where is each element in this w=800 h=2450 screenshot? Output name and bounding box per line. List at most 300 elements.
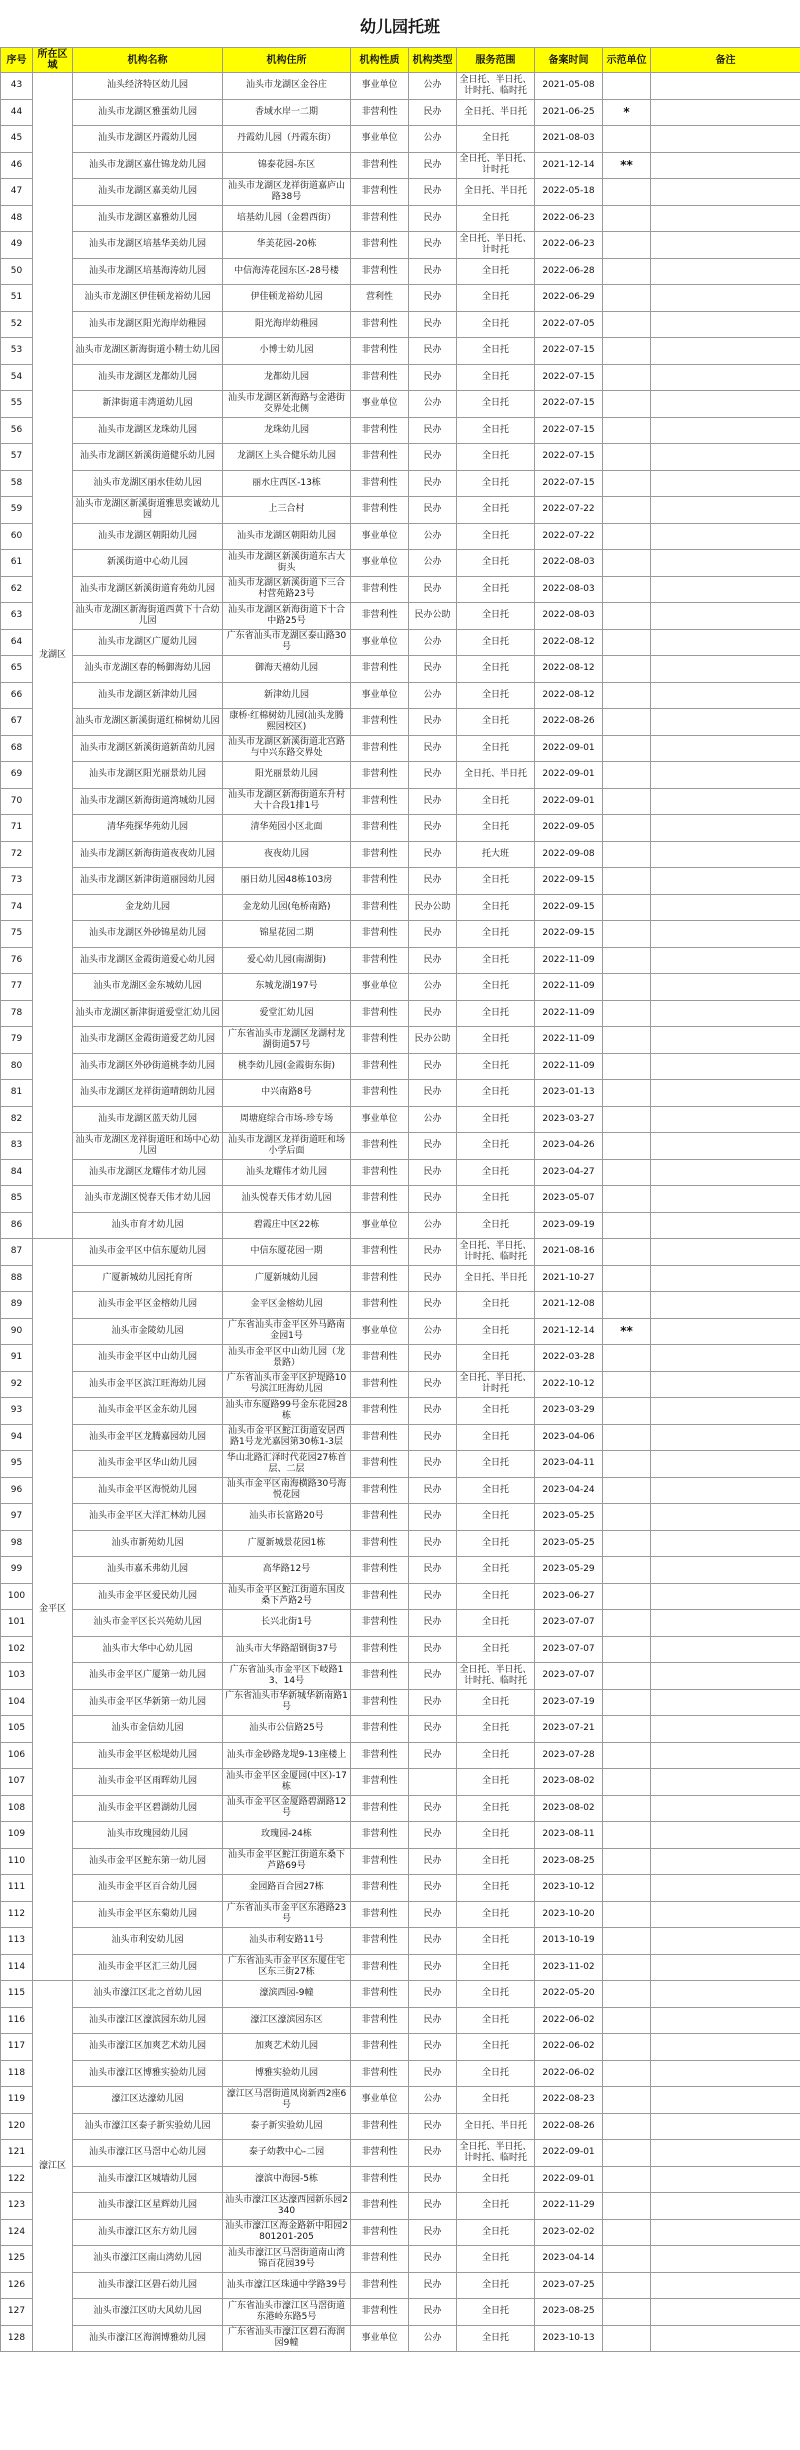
column-header: 机构名称 <box>73 48 223 73</box>
org-nature-cell: 事业单位 <box>351 682 409 709</box>
filing-date-cell: 2013-10-19 <box>535 1928 603 1955</box>
org-address-cell: 泰子新实验幼儿园 <box>223 2113 351 2140</box>
service-scope-cell: 全日托 <box>457 1848 535 1875</box>
org-name-cell: 汕头市龙湖区新津幼儿园 <box>73 682 223 709</box>
remark-cell <box>651 285 800 312</box>
org-address-cell: 汕头市龙湖区金谷庄 <box>223 73 351 100</box>
org-nature-cell: 非营利性 <box>351 2272 409 2299</box>
org-address-cell: 龙都幼儿园 <box>223 364 351 391</box>
table-row <box>1 152 800 179</box>
filing-date-cell: 2022-11-09 <box>535 974 603 1001</box>
filing-date-cell: 2022-07-15 <box>535 444 603 471</box>
table-row <box>1 576 800 603</box>
row-number-cell: 57 <box>1 444 33 471</box>
page-title: 幼儿园托班 <box>359 17 440 36</box>
demo-unit-cell <box>603 1080 651 1107</box>
service-scope-cell: 全日托 <box>457 868 535 895</box>
org-name-cell: 汕头市大华中心幼儿园 <box>73 1636 223 1663</box>
org-nature-cell: 非营利性 <box>351 1663 409 1690</box>
org-name-cell: 清华苑探华苑幼儿园 <box>73 815 223 842</box>
demo-unit-cell <box>603 735 651 762</box>
org-nature-cell: 事业单位 <box>351 974 409 1001</box>
row-number-cell: 99 <box>1 1557 33 1584</box>
service-scope-cell: 全日托 <box>457 1583 535 1610</box>
org-type-cell: 民办 <box>409 1186 457 1213</box>
demo-unit-cell <box>603 974 651 1001</box>
remark-cell <box>651 1689 800 1716</box>
org-name-cell: 汕头市金平区中信东厦幼儿园 <box>73 1239 223 1266</box>
org-type-cell: 民办 <box>409 1424 457 1451</box>
filing-date-cell: 2022-07-22 <box>535 523 603 550</box>
filing-date-cell: 2022-09-01 <box>535 788 603 815</box>
org-name-cell: 汕头市金平区长兴苑幼儿园 <box>73 1610 223 1637</box>
org-nature-cell: 非营利性 <box>351 1292 409 1319</box>
org-address-cell: 汕头市金平区金厦路碧湖路12号 <box>223 1795 351 1822</box>
row-number-cell: 124 <box>1 2219 33 2246</box>
column-header: 备注 <box>651 48 800 73</box>
service-scope-cell: 全日托、半日托、计时托、临时托 <box>457 1663 535 1690</box>
org-type-cell: 民办 <box>409 2113 457 2140</box>
org-address-cell: 广东省汕头市华新城华新南路1号 <box>223 1689 351 1716</box>
demo-unit-cell <box>603 1610 651 1637</box>
org-type-cell: 民办 <box>409 2060 457 2087</box>
org-name-cell: 汕头市龙湖区春的畅御海幼儿园 <box>73 656 223 683</box>
service-scope-cell: 全日托、半日托、计时托 <box>457 232 535 259</box>
demo-unit-cell: ** <box>603 1318 651 1345</box>
service-scope-cell: 全日托 <box>457 1901 535 1928</box>
org-type-cell: 民办 <box>409 576 457 603</box>
row-number-cell: 68 <box>1 735 33 762</box>
demo-unit-cell <box>603 1398 651 1425</box>
org-nature-cell: 非营利性 <box>351 1530 409 1557</box>
org-nature-cell: 非营利性 <box>351 1901 409 1928</box>
service-scope-cell: 全日托 <box>457 2007 535 2034</box>
row-number-cell: 78 <box>1 1000 33 1027</box>
table-row <box>1 2299 800 2326</box>
org-address-cell: 汕头市濠江区马滘街道南山湾锦百花园39号 <box>223 2246 351 2273</box>
org-nature-cell: 非营利性 <box>351 1504 409 1531</box>
filing-date-cell: 2021-12-14 <box>535 152 603 179</box>
service-scope-cell: 全日托 <box>457 1769 535 1796</box>
org-address-cell: 汕头市大华路韶钢街37号 <box>223 1636 351 1663</box>
table-row <box>1 1292 800 1319</box>
service-scope-cell: 全日托 <box>457 2272 535 2299</box>
service-scope-cell: 全日托、半日托、计时托、临时托 <box>457 1239 535 1266</box>
org-address-cell: 广东省汕头市金平区外马路南金园1号 <box>223 1318 351 1345</box>
org-nature-cell: 非营利性 <box>351 2299 409 2326</box>
table-row <box>1 73 800 100</box>
row-number-cell: 47 <box>1 179 33 206</box>
filing-date-cell: 2022-09-01 <box>535 2166 603 2193</box>
row-number-cell: 95 <box>1 1451 33 1478</box>
org-address-cell: 中兴南路8号 <box>223 1080 351 1107</box>
remark-cell <box>651 841 800 868</box>
filing-date-cell: 2023-02-02 <box>535 2219 603 2246</box>
org-nature-cell: 非营利性 <box>351 1398 409 1425</box>
demo-unit-cell <box>603 788 651 815</box>
demo-unit-cell <box>603 629 651 656</box>
org-nature-cell: 非营利性 <box>351 1053 409 1080</box>
org-name-cell: 汕头市龙湖区培基海涛幼儿园 <box>73 258 223 285</box>
remark-cell <box>651 1557 800 1584</box>
remark-cell <box>651 258 800 285</box>
org-name-cell: 汕头市龙湖区嘉雅幼儿园 <box>73 205 223 232</box>
org-type-cell: 民办 <box>409 1689 457 1716</box>
filing-date-cell: 2023-07-19 <box>535 1689 603 1716</box>
service-scope-cell: 全日托 <box>457 417 535 444</box>
org-type-cell: 民办 <box>409 735 457 762</box>
org-address-cell: 香域水岸一二期 <box>223 99 351 126</box>
remark-cell <box>651 1186 800 1213</box>
org-address-cell: 广东省汕头市龙湖区龙湖村龙湖街道57号 <box>223 1027 351 1054</box>
org-nature-cell: 事业单位 <box>351 1106 409 1133</box>
row-number-cell: 76 <box>1 947 33 974</box>
org-nature-cell: 非营利性 <box>351 1583 409 1610</box>
column-header: 备案时间 <box>535 48 603 73</box>
org-type-cell: 民办 <box>409 2219 457 2246</box>
row-number-cell: 73 <box>1 868 33 895</box>
org-address-cell: 桃李幼儿园(金霞街东街) <box>223 1053 351 1080</box>
service-scope-cell: 全日托、半日托、计时托 <box>457 1371 535 1398</box>
org-type-cell: 民办 <box>409 1981 457 2008</box>
demo-unit-cell <box>603 576 651 603</box>
demo-unit-cell <box>603 2325 651 2352</box>
service-scope-cell: 全日托、半日托 <box>457 1265 535 1292</box>
org-name-cell: 汕头市育才幼儿园 <box>73 1212 223 1239</box>
org-nature-cell: 非营利性 <box>351 311 409 338</box>
demo-unit-cell: ** <box>603 152 651 179</box>
org-type-cell: 民办 <box>409 1610 457 1637</box>
demo-unit-cell <box>603 2272 651 2299</box>
table-row <box>1 1530 800 1557</box>
row-number-cell: 115 <box>1 1981 33 2008</box>
row-number-cell: 98 <box>1 1530 33 1557</box>
service-scope-cell: 全日托 <box>457 1000 535 1027</box>
row-number-cell: 55 <box>1 391 33 418</box>
org-name-cell: 汕头市利安幼儿园 <box>73 1928 223 1955</box>
org-address-cell: 汕头市金平区南海横路30号海悦花园 <box>223 1477 351 1504</box>
row-number-cell: 90 <box>1 1318 33 1345</box>
filing-date-cell: 2023-07-07 <box>535 1636 603 1663</box>
filing-date-cell: 2022-09-15 <box>535 921 603 948</box>
org-nature-cell: 非营利性 <box>351 2113 409 2140</box>
table-row <box>1 497 800 524</box>
org-nature-cell: 非营利性 <box>351 921 409 948</box>
org-address-cell: 汕头市金砂路龙堤9-13座楼上 <box>223 1742 351 1769</box>
service-scope-cell: 全日托 <box>457 1875 535 1902</box>
org-name-cell: 汕头市金平区华新第一幼儿园 <box>73 1689 223 1716</box>
table-row <box>1 1848 800 1875</box>
demo-unit-cell <box>603 682 651 709</box>
org-name-cell: 汕头市龙湖区悦春天伟才幼儿园 <box>73 1186 223 1213</box>
org-nature-cell: 非营利性 <box>351 1795 409 1822</box>
filing-date-cell: 2022-05-20 <box>535 1981 603 2008</box>
table-row <box>1 1583 800 1610</box>
remark-cell <box>651 603 800 630</box>
demo-unit-cell <box>603 364 651 391</box>
table-row <box>1 1265 800 1292</box>
org-name-cell: 汕头市濠江区南山湾幼儿园 <box>73 2246 223 2273</box>
filing-date-cell: 2021-06-25 <box>535 99 603 126</box>
demo-unit-cell <box>603 1663 651 1690</box>
org-address-cell: 加爽艺术幼儿园 <box>223 2034 351 2061</box>
org-type-cell: 民办 <box>409 762 457 789</box>
remark-cell <box>651 2299 800 2326</box>
org-name-cell: 汕头市龙湖区雅蛋幼儿园 <box>73 99 223 126</box>
remark-cell <box>651 868 800 895</box>
filing-date-cell: 2022-11-09 <box>535 1053 603 1080</box>
remark-cell <box>651 1239 800 1266</box>
remark-cell <box>651 1212 800 1239</box>
service-scope-cell: 全日托 <box>457 1742 535 1769</box>
org-nature-cell: 非营利性 <box>351 762 409 789</box>
row-number-cell: 70 <box>1 788 33 815</box>
demo-unit-cell <box>603 1424 651 1451</box>
filing-date-cell: 2022-06-02 <box>535 2007 603 2034</box>
demo-unit-cell <box>603 1027 651 1054</box>
service-scope-cell: 全日托、半日托、计时托、临时托 <box>457 2140 535 2167</box>
row-number-cell: 58 <box>1 470 33 497</box>
filing-date-cell: 2023-11-02 <box>535 1954 603 1981</box>
org-address-cell: 汕头市龙湖区新溪街道北宫路与中兴东路交界处 <box>223 735 351 762</box>
service-scope-cell: 全日托 <box>457 1451 535 1478</box>
filing-date-cell: 2022-06-23 <box>535 232 603 259</box>
org-type-cell: 民办 <box>409 417 457 444</box>
row-number-cell: 61 <box>1 550 33 577</box>
org-name-cell: 汕头市金平区海悦幼儿园 <box>73 1477 223 1504</box>
org-type-cell: 民办 <box>409 311 457 338</box>
org-nature-cell: 非营利性 <box>351 735 409 762</box>
org-type-cell: 公办 <box>409 391 457 418</box>
org-nature-cell: 非营利性 <box>351 232 409 259</box>
org-type-cell: 民办 <box>409 1239 457 1266</box>
table-row <box>1 1080 800 1107</box>
filing-date-cell: 2022-11-09 <box>535 947 603 974</box>
table-row <box>1 1159 800 1186</box>
filing-date-cell: 2023-06-27 <box>535 1583 603 1610</box>
org-type-cell: 民办 <box>409 338 457 365</box>
org-name-cell: 汕头市金平区鮀东第一幼儿园 <box>73 1848 223 1875</box>
org-name-cell: 汕头市龙湖区阳光丽景幼儿园 <box>73 762 223 789</box>
org-type-cell: 民办 <box>409 1530 457 1557</box>
table-row <box>1 1318 800 1345</box>
service-scope-cell: 全日托 <box>457 2166 535 2193</box>
org-name-cell: 新溪街道中心幼儿园 <box>73 550 223 577</box>
org-type-cell: 民办 <box>409 841 457 868</box>
service-scope-cell: 全日托 <box>457 2246 535 2273</box>
filing-date-cell: 2022-09-01 <box>535 2140 603 2167</box>
remark-cell <box>651 311 800 338</box>
demo-unit-cell <box>603 1742 651 1769</box>
org-type-cell: 民办 <box>409 258 457 285</box>
table-row <box>1 470 800 497</box>
table-row <box>1 2246 800 2273</box>
org-name-cell: 汕头市金平区龙腾嘉园幼儿园 <box>73 1424 223 1451</box>
table-row <box>1 1345 800 1372</box>
table-row <box>1 1742 800 1769</box>
org-nature-cell: 非营利性 <box>351 709 409 736</box>
org-name-cell: 广厦新城幼儿园托育所 <box>73 1265 223 1292</box>
org-type-cell: 民办 <box>409 709 457 736</box>
row-number-cell: 109 <box>1 1822 33 1849</box>
service-scope-cell: 全日托 <box>457 974 535 1001</box>
demo-unit-cell <box>603 815 651 842</box>
demo-unit-cell <box>603 1239 651 1266</box>
row-number-cell: 65 <box>1 656 33 683</box>
row-number-cell: 79 <box>1 1027 33 1054</box>
service-scope-cell: 全日托 <box>457 1981 535 2008</box>
service-scope-cell: 全日托 <box>457 1610 535 1637</box>
org-nature-cell: 非营利性 <box>351 1239 409 1266</box>
remark-cell <box>651 391 800 418</box>
table-row <box>1 1636 800 1663</box>
org-type-cell: 民办 <box>409 656 457 683</box>
remark-cell <box>651 73 800 100</box>
row-number-cell: 101 <box>1 1610 33 1637</box>
filing-date-cell: 2023-05-25 <box>535 1504 603 1531</box>
table-row <box>1 311 800 338</box>
table-row <box>1 1901 800 1928</box>
org-nature-cell: 非营利性 <box>351 656 409 683</box>
org-address-cell: 夜夜幼儿园 <box>223 841 351 868</box>
remark-cell <box>651 1795 800 1822</box>
org-address-cell: 阳光海岸幼稚园 <box>223 311 351 338</box>
org-address-cell: 濠滨中海园-5栋 <box>223 2166 351 2193</box>
org-name-cell: 汕头市金陵幼儿园 <box>73 1318 223 1345</box>
org-name-cell: 汕头市濠江区加爽艺术幼儿园 <box>73 2034 223 2061</box>
table-row <box>1 1106 800 1133</box>
org-address-cell: 金园路百合园27栋 <box>223 1875 351 1902</box>
filing-date-cell: 2022-06-29 <box>535 285 603 312</box>
org-address-cell: 汕头市长富路20号 <box>223 1504 351 1531</box>
table-row <box>1 2034 800 2061</box>
column-header: 机构住所 <box>223 48 351 73</box>
org-nature-cell: 非营利性 <box>351 1265 409 1292</box>
org-name-cell: 汕头市龙湖区龙祥街道旺和场中心幼儿园 <box>73 1133 223 1160</box>
demo-unit-cell <box>603 1557 651 1584</box>
org-address-cell: 汕头市金平区鮀江街道东桑下芦路69号 <box>223 1848 351 1875</box>
org-address-cell: 广东省汕头市金平区下岐路13、14号 <box>223 1663 351 1690</box>
org-name-cell: 汕头市龙湖区外砂街道桃李幼儿园 <box>73 1053 223 1080</box>
table-row <box>1 338 800 365</box>
row-number-cell: 59 <box>1 497 33 524</box>
org-address-cell: 丹霞幼儿园（丹霞东街） <box>223 126 351 153</box>
org-address-cell: 汕头市龙湖区新溪街道东古大街头 <box>223 550 351 577</box>
org-nature-cell: 非营利性 <box>351 1848 409 1875</box>
table-row <box>1 1477 800 1504</box>
filing-date-cell: 2023-04-26 <box>535 1133 603 1160</box>
org-name-cell: 汕头市龙湖区金霞街道爱心幼儿园 <box>73 947 223 974</box>
org-address-cell: 汕头市金平区金厦园(中区)-17栋 <box>223 1769 351 1796</box>
service-scope-cell: 全日托 <box>457 2219 535 2246</box>
row-number-cell: 83 <box>1 1133 33 1160</box>
remark-cell <box>651 2087 800 2114</box>
service-scope-cell: 全日托 <box>457 1159 535 1186</box>
org-address-cell: 汕头市金平区中山幼儿园（龙景路） <box>223 1345 351 1372</box>
service-scope-cell: 全日托 <box>457 1477 535 1504</box>
remark-cell <box>651 1663 800 1690</box>
filing-date-cell: 2022-11-29 <box>535 2193 603 2220</box>
filing-date-cell: 2021-12-14 <box>535 1318 603 1345</box>
table-row <box>1 2166 800 2193</box>
demo-unit-cell <box>603 1901 651 1928</box>
org-address-cell: 高华路12号 <box>223 1557 351 1584</box>
table-row <box>1 656 800 683</box>
service-scope-cell: 全日托 <box>457 1795 535 1822</box>
org-type-cell: 民办 <box>409 1636 457 1663</box>
org-name-cell: 汕头市濠江区星辉幼儿园 <box>73 2193 223 2220</box>
org-nature-cell: 非营利性 <box>351 1716 409 1743</box>
service-scope-cell: 全日托 <box>457 1954 535 1981</box>
table-row <box>1 1875 800 1902</box>
remark-cell <box>651 205 800 232</box>
filing-date-cell: 2022-08-12 <box>535 656 603 683</box>
remark-cell <box>651 364 800 391</box>
service-scope-cell: 全日托 <box>457 1027 535 1054</box>
org-type-cell: 民办公助 <box>409 894 457 921</box>
service-scope-cell: 全日托 <box>457 285 535 312</box>
service-scope-cell: 全日托 <box>457 391 535 418</box>
row-number-cell: 113 <box>1 1928 33 1955</box>
table-row <box>1 1689 800 1716</box>
row-number-cell: 106 <box>1 1742 33 1769</box>
org-type-cell: 公办 <box>409 1106 457 1133</box>
filing-date-cell: 2023-10-20 <box>535 1901 603 1928</box>
table-row <box>1 205 800 232</box>
service-scope-cell: 全日托 <box>457 311 535 338</box>
org-type-cell: 民办公助 <box>409 1027 457 1054</box>
org-nature-cell: 非营利性 <box>351 99 409 126</box>
table-row <box>1 1371 800 1398</box>
table-row <box>1 1954 800 1981</box>
demo-unit-cell <box>603 1265 651 1292</box>
remark-cell <box>651 1875 800 1902</box>
service-scope-cell: 全日托 <box>457 815 535 842</box>
org-nature-cell: 非营利性 <box>351 1000 409 1027</box>
row-number-cell: 88 <box>1 1265 33 1292</box>
demo-unit-cell <box>603 1451 651 1478</box>
org-address-cell: 濠江区濠滨园东区 <box>223 2007 351 2034</box>
org-type-cell <box>409 1769 457 1796</box>
org-nature-cell: 事业单位 <box>351 391 409 418</box>
service-scope-cell: 全日托 <box>457 1424 535 1451</box>
filing-date-cell: 2023-04-24 <box>535 1477 603 1504</box>
filing-date-cell: 2022-09-15 <box>535 868 603 895</box>
row-number-cell: 108 <box>1 1795 33 1822</box>
org-nature-cell: 非营利性 <box>351 179 409 206</box>
demo-unit-cell: * <box>603 99 651 126</box>
filing-date-cell: 2023-04-27 <box>535 1159 603 1186</box>
remark-cell <box>651 1053 800 1080</box>
org-name-cell: 汕头市金信幼儿园 <box>73 1716 223 1743</box>
table-row <box>1 1663 800 1690</box>
demo-unit-cell <box>603 1848 651 1875</box>
filing-date-cell: 2022-08-26 <box>535 709 603 736</box>
org-address-cell: 广东省汕头市濠江区碧石海润园9幢 <box>223 2325 351 2352</box>
demo-unit-cell <box>603 311 651 338</box>
table-row <box>1 1239 800 1266</box>
row-number-cell: 53 <box>1 338 33 365</box>
row-number-cell: 62 <box>1 576 33 603</box>
row-number-cell: 64 <box>1 629 33 656</box>
org-nature-cell: 非营利性 <box>351 258 409 285</box>
org-name-cell: 汕头市龙湖区新海街道夜夜幼儿园 <box>73 841 223 868</box>
org-type-cell: 公办 <box>409 2325 457 2352</box>
org-type-cell: 公办 <box>409 682 457 709</box>
filing-date-cell: 2023-07-28 <box>535 1742 603 1769</box>
remark-cell <box>651 1901 800 1928</box>
demo-unit-cell <box>603 1292 651 1319</box>
